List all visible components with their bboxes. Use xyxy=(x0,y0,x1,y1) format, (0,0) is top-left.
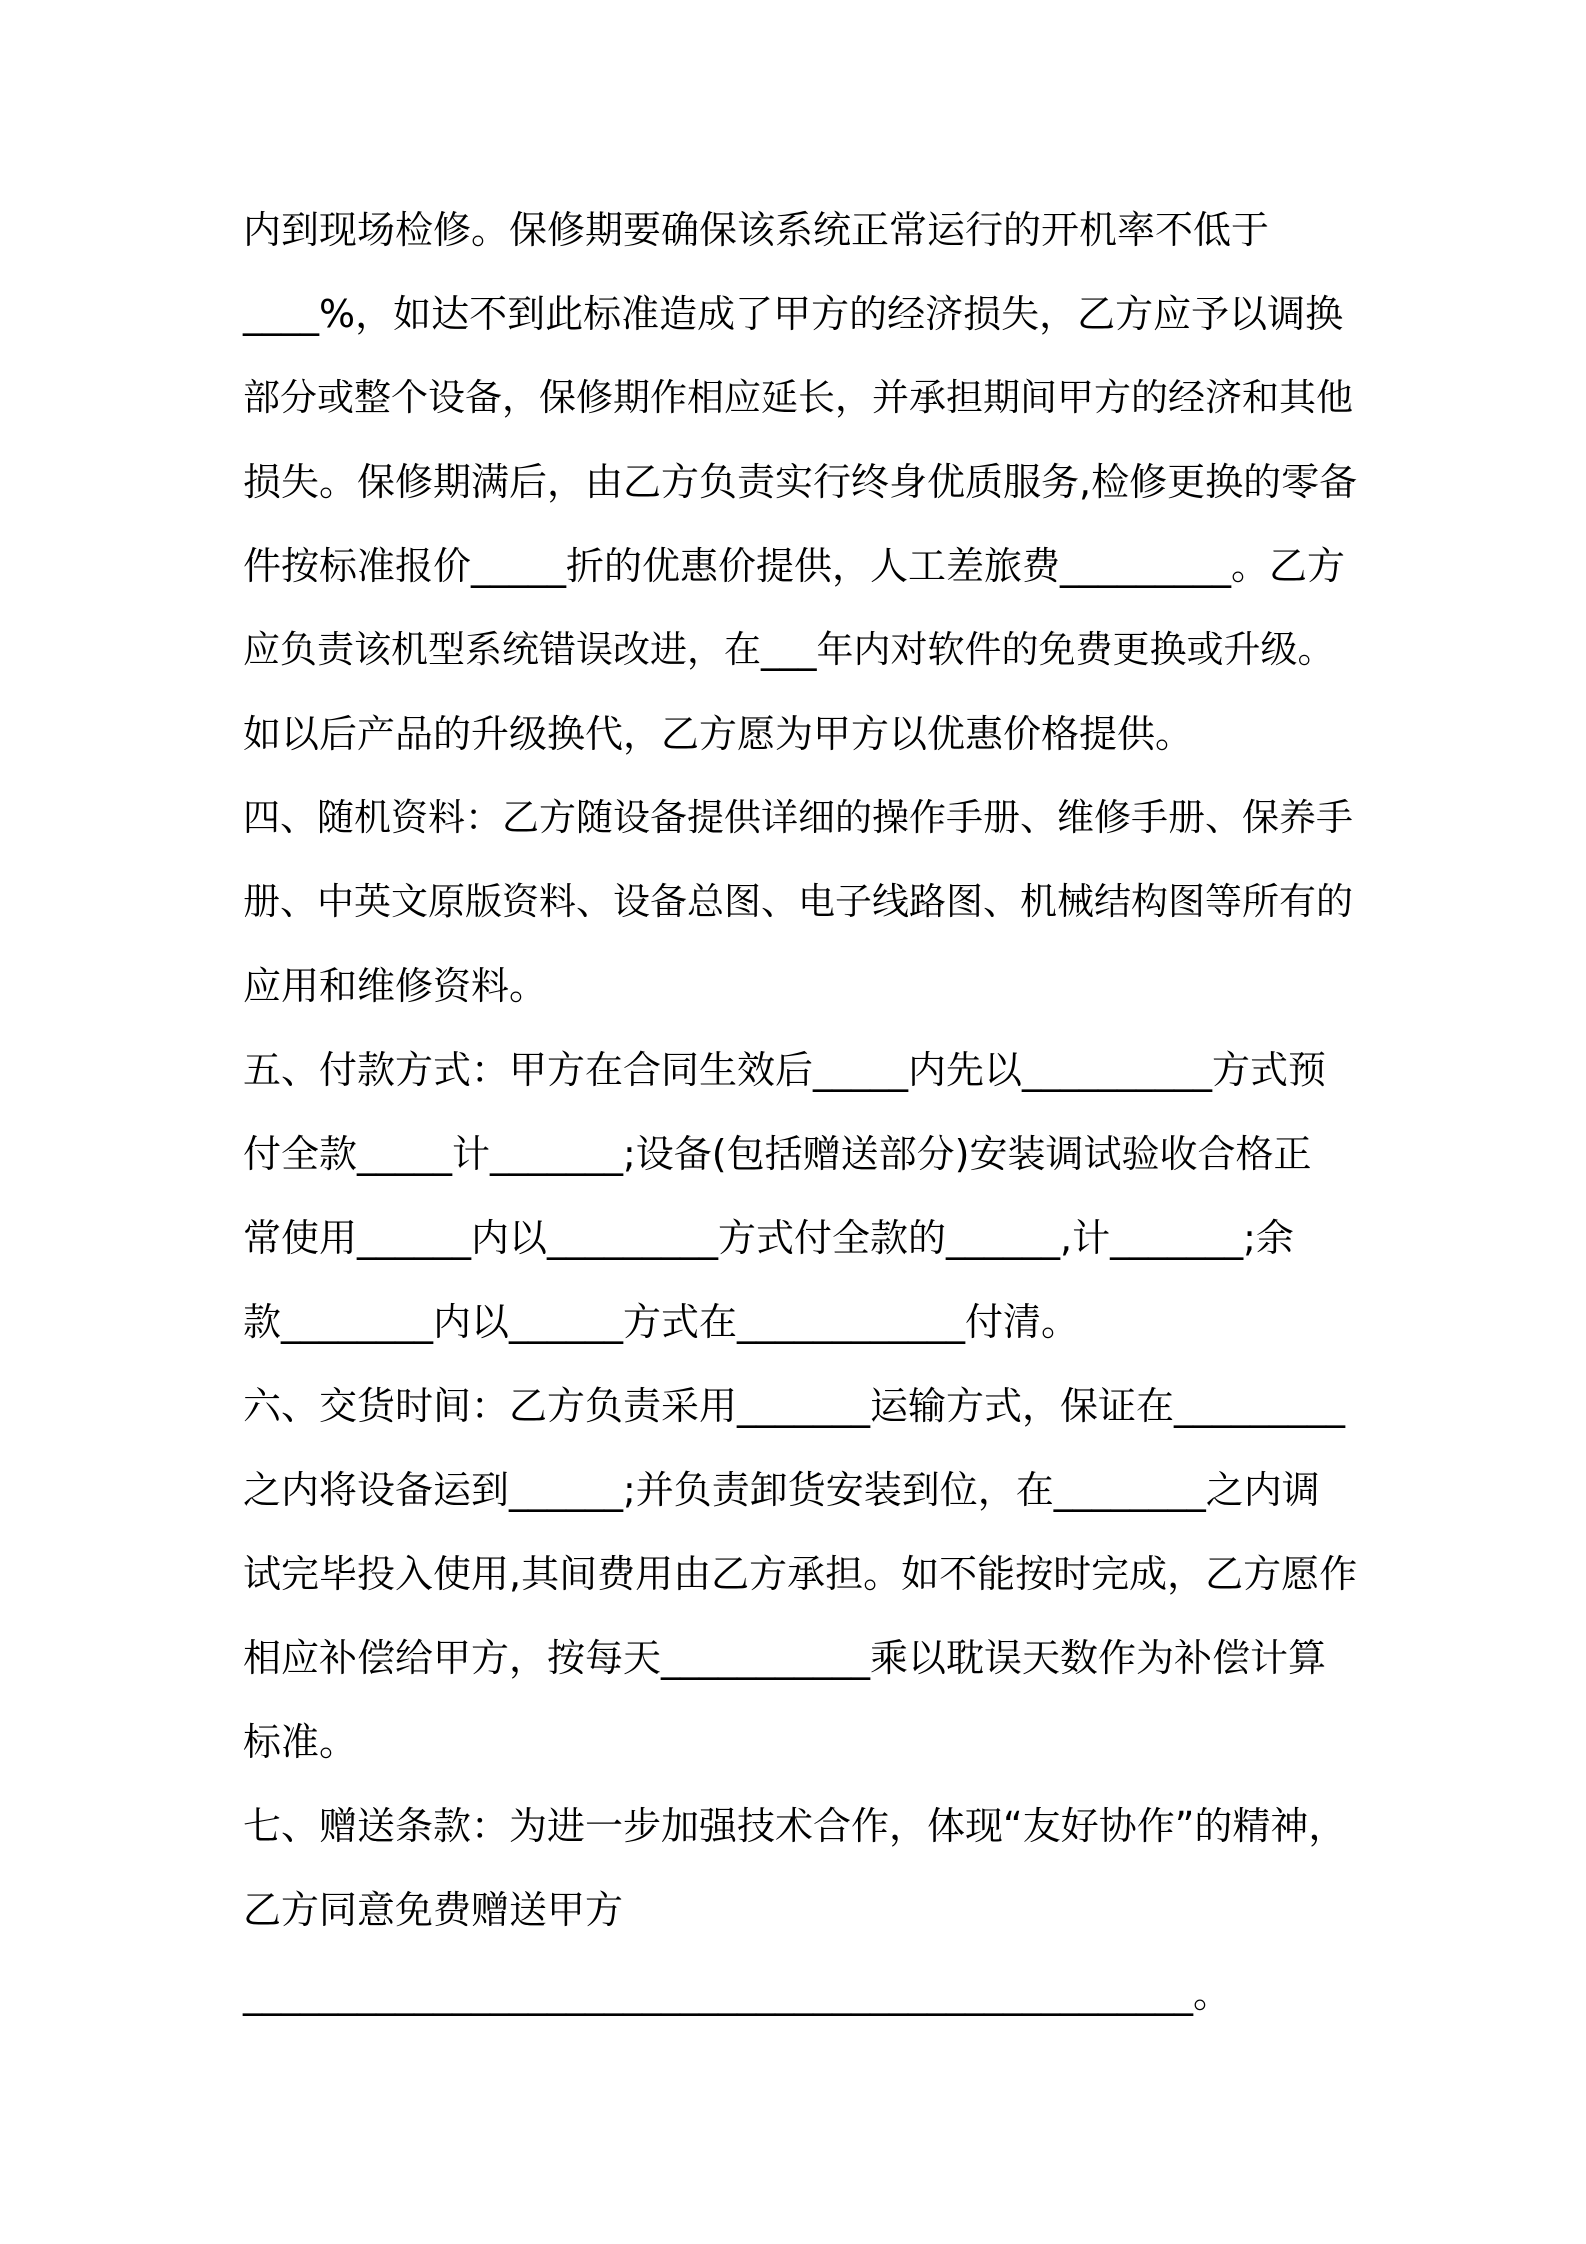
text-line: 册、中英文原版资料、设备总图、电子线路图、机械结构图等所有的 xyxy=(243,880,1353,923)
text-line: 部分或整个设备，保修期作相应延长，并承担期间甲方的经济和其他 xyxy=(243,376,1353,419)
section-4-line: 四、随机资料：乙方随设备提供详细的操作手册、维修手册、保养手 xyxy=(243,796,1353,839)
text-line: 乙方同意免费赠送甲方 xyxy=(243,1888,624,1932)
text-line: 付全款_____计_______;设备(包括赠送部分)安装调试验收合格正 xyxy=(243,1132,1312,1176)
section-5-line: 五、付款方式：甲方在合同生效后_____内先以__________方式预 xyxy=(243,1048,1327,1092)
text-line: 内到现场检修。保修期要确保该系统正常运行的开机率不低于 xyxy=(243,208,1270,252)
text-line: 如以后产品的升级换代，乙方愿为甲方以优惠价格提供。 xyxy=(243,712,1194,756)
blank-fill-line: __________________________________________________。 xyxy=(243,1972,1232,2016)
text-line: 损失。保修期满后，由乙方负责实行终身优质服务,检修更换的零备 xyxy=(243,460,1358,504)
section-7-line: 七、赠送条款：为进一步加强技术合作，体现“友好协作”的精神， xyxy=(243,1804,1347,1848)
text-line: 应负责该机型系统错误改进，在___年内对软件的免费更换或升级。 xyxy=(243,628,1335,671)
text-line: 试完毕投入使用,其间费用由乙方承担。如不能按时完成，乙方愿作 xyxy=(243,1552,1358,1596)
text-line: 应用和维修资料。 xyxy=(243,964,548,1008)
text-line: 款________内以______方式在____________付清。 xyxy=(243,1300,1080,1344)
text-line: ____%，如达不到此标准造成了甲方的经济损失，乙方应予以调换 xyxy=(243,292,1344,336)
text-line: 件按标准报价_____折的优惠价提供，人工差旅费_________。乙方 xyxy=(243,544,1346,588)
text-line: 之内将设备运到______;并负责卸货安装到位，在________之内调 xyxy=(243,1468,1320,1512)
text-line: 常使用______内以_________方式付全款的______,计_______;余 xyxy=(243,1216,1294,1260)
text-line: 相应补偿给甲方，按每天___________乘以耽误天数作为补偿计算 xyxy=(243,1636,1327,1680)
contract-text xyxy=(243,188,1363,2036)
text-line: 标准。 xyxy=(243,1720,358,1764)
section-6-line: 六、交货时间：乙方负责采用_______运输方式，保证在_________ xyxy=(243,1384,1346,1428)
